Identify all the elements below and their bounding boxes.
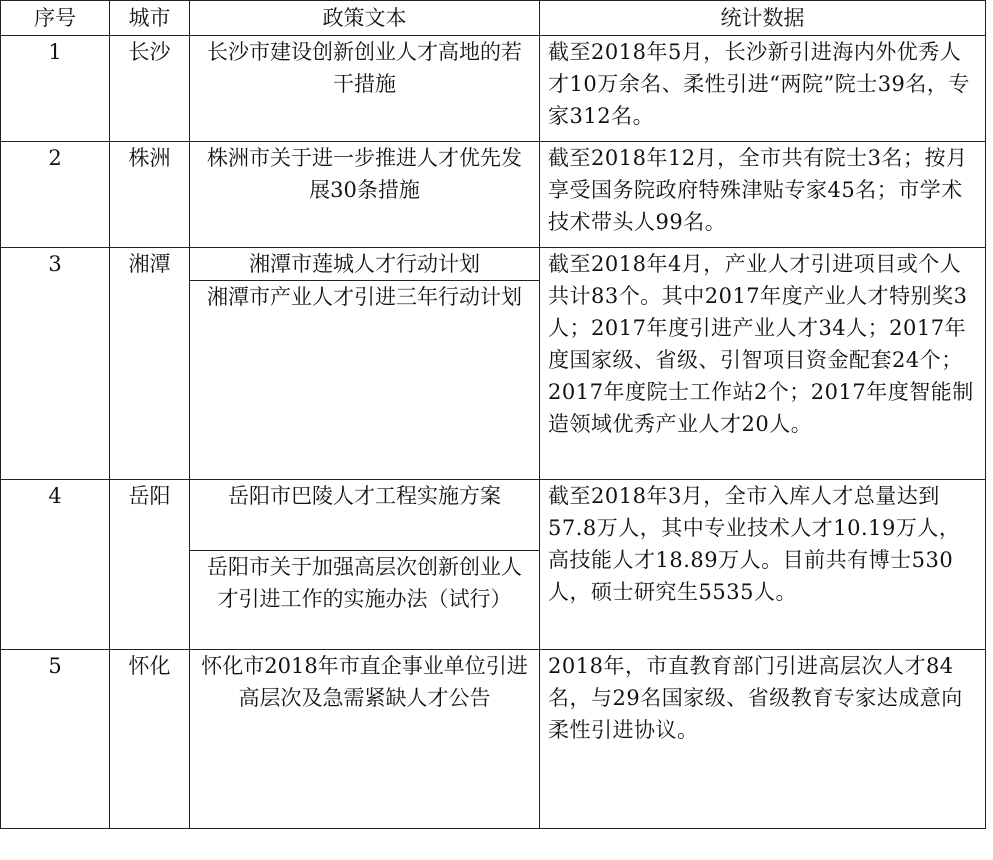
policy-text: 株洲市关于进一步推进人才优先发展30条措施 xyxy=(190,142,540,248)
row-no: 3 xyxy=(1,248,110,480)
header-no: 序号 xyxy=(1,1,110,36)
row-no: 2 xyxy=(1,142,110,248)
row-city: 长沙 xyxy=(110,36,190,142)
table-row xyxy=(1,248,986,281)
row-city: 株洲 xyxy=(110,142,190,248)
stats-text: 2018年，市直教育部门引进高层次人才84名，与29名国家级、省级教育专家达成意向柔性引进协议。 xyxy=(540,650,986,829)
header-policy: 政策文本 xyxy=(190,1,540,36)
policy-text: 岳阳市巴陵人才工程实施方案 xyxy=(190,480,540,551)
row-city: 岳阳 xyxy=(110,480,190,650)
row-no: 1 xyxy=(1,36,110,142)
table-row xyxy=(1,36,986,142)
policy-text: 岳阳市关于加强高层次创新创业人才引进工作的实施办法（试行） xyxy=(190,551,540,650)
table-row xyxy=(1,650,986,829)
header-stats: 统计数据 xyxy=(540,1,986,36)
policy-text: 湘潭市莲城人才行动计划 xyxy=(190,248,540,281)
table-row xyxy=(1,480,986,551)
policy-text: 长沙市建设创新创业人才高地的若干措施 xyxy=(190,36,540,142)
stats-text: 截至2018年3月，全市入库人才总量达到57.8万人，其中专业技术人才10.19万人，高技能人才18.89万人。目前共有博士530人，硕士研究生5535人。 xyxy=(540,480,986,650)
row-city: 怀化 xyxy=(110,650,190,829)
header-city: 城市 xyxy=(110,1,190,36)
stats-text: 截至2018年12月，全市共有院士3名；按月享受国务院政府特殊津贴专家45名；市学术技术带头人99名。 xyxy=(540,142,986,248)
policy-text: 怀化市2018年市直企事业单位引进高层次及急需紧缺人才公告 xyxy=(190,650,540,829)
table-row xyxy=(1,142,986,248)
header-row xyxy=(1,1,986,36)
row-city: 湘潭 xyxy=(110,248,190,480)
row-no: 4 xyxy=(1,480,110,650)
row-no: 5 xyxy=(1,650,110,829)
stats-text: 截至2018年4月，产业人才引进项目或个人共计83个。其中2017年度产业人才特别奖3人；2017年度引进产业人才34人；2017年度国家级、省级、引智项目资金配套24个；2017年度院士工作站2个；2017年度智能制造领域优秀产业人才20人。 xyxy=(540,248,986,480)
stats-text: 截至2018年5月，长沙新引进海内外优秀人才10万余名、柔性引进“两院”院士39名，专家312名。 xyxy=(540,36,986,142)
policy-text: 湘潭市产业人才引进三年行动计划 xyxy=(190,281,540,480)
